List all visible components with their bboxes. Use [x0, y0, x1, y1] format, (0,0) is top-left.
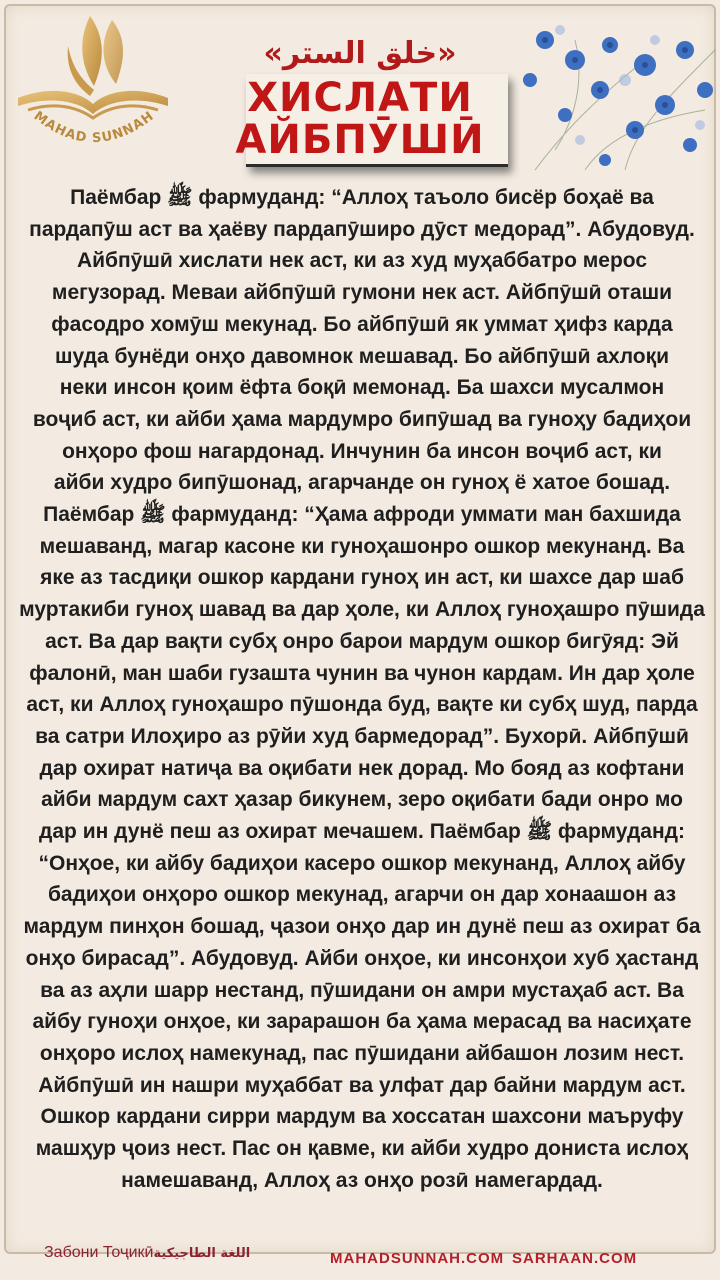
logo-text: MAHAD SUNNAH — [30, 108, 158, 147]
body-line: мешаванд, магар касоне ки гуноҳашонро ошкор мекунанд. Ва — [39, 534, 685, 558]
svg-text:MAHAD SUNNAH — [31, 109, 157, 147]
body-line: мегузорад. Меваи айбпӯшӣ гумони нек аст. Айбпӯшӣ оташи — [51, 281, 673, 305]
arabic-title: «خلق الستر» — [263, 36, 457, 71]
body-line: мардум пинҳон бошад, ҷазои онҳо дар ин дунё пеш аз охират ба — [23, 915, 701, 939]
body-line: бадиҳои онҳоро ошкор мекунад, агарчи он дар хонаашон аз — [47, 883, 677, 907]
footer-language — [44, 1244, 250, 1262]
body-text — [12, 182, 712, 1197]
body-line: ва аз аҳли шарр нестанд, пӯшидани он амри мустаҳаб аст. Ва — [40, 978, 684, 1002]
body-line: “Онҳое, ки айбу бадиҳои касеро ошкор мекунанд, Аллоҳ айбу — [38, 851, 686, 875]
body-line: айбу гуноҳи онҳое, ки зарарашон ба ҳама мерасад ва насиҳате — [32, 1010, 692, 1034]
body-line: муртакиби гуноҳ шавад ва дар ҳоле, ки Аллоҳ гуноҳашро пӯшида — [19, 598, 705, 622]
body-line: аст. Ва дар вақти субҳ онро барои мардум ошкор бигӯяд: Эй — [45, 629, 679, 653]
body-line: онҳоро ислоҳ намекунад, пас пӯшидани айбашон лозим нест. — [39, 1041, 685, 1065]
body-line: неки инсон қоим ёфта боқӣ мемонад. Ба шахси мусалмон — [59, 376, 665, 400]
body-line: онҳоро фош нагардонад. Инчунин ба инсон воҷиб аст, ки — [62, 439, 662, 463]
body-line: Паёмбар ﷺ фармуданд: “Ҳама афроди уммати ман бахшида — [43, 503, 681, 527]
body-line: дар ин дунё пеш аз охират мечашем. Паёмбар ﷺ фармуданд: — [39, 820, 685, 844]
site-link-mahadsunnah: MAHADSUNNAH.COM — [330, 1250, 505, 1267]
body-line: айби мардум сахт ҳазар бикунем, зеро оқибати бади онро мо — [41, 788, 683, 812]
body-line: ва сатри Илоҳиро аз рӯйи худ бармедорад”. Бухорӣ. Айбпӯшӣ — [35, 724, 689, 748]
body-line: шуда бунёди онҳо давомнок мешавад. Бо айбпӯшӣ ахлоқи — [54, 344, 670, 368]
page-title-line-2: АЙБПӮШӢ — [235, 117, 485, 163]
book-quill-logo-icon — [8, 6, 178, 156]
body-line: аст, ки Аллоҳ гуноҳашро пӯшонда буд, вақте ки субҳ шуд, парда — [26, 693, 698, 717]
body-line: воҷиб аст, ки айби ҳама мардумро бипӯшад ва гуноҳу бадиҳои — [32, 407, 692, 431]
body-line: айби худро бипӯшонад, агарчанде он гуноҳ ё хатое бошад. — [53, 471, 671, 495]
body-line: Ошкор кардани сирри мардум ва хоссатан шахсони маъруфу — [40, 1105, 684, 1129]
body-line: дар охират натиҷа ва оқибати нек дорад. Мо бояд аз кофтани — [39, 756, 685, 780]
body-line: онҳо бирасад”. Абудовуд. Айби онҳое, ки инсонҳои хуб ҳастанд — [25, 946, 699, 970]
site-link-sarhaan: SARHAAN.COM — [512, 1250, 638, 1267]
body-line: пардапӯш аст ва ҳаёву пардапӯширо дӯст медорад”. Абудовуд. — [29, 217, 695, 241]
body-line: Айбпӯшӣ хислати нек аст, ки аз худ муҳаббатро мерос — [76, 249, 648, 273]
body-line: яке аз тасдиқи ошкор кардани гуноҳ ин аст, ки шахсе дар шаб — [40, 566, 684, 590]
language-label-arabic: اللغة الطاجيكية — [153, 1246, 251, 1261]
body-line: фалонӣ, ман шаби гузашта чунин ва чунон кардам. Ин дар ҳоле — [29, 661, 695, 685]
body-line: намешаванд, Аллоҳ аз онҳо розӣ намегардад. — [121, 1168, 603, 1192]
page-title-line-1: ХИСЛАТИ — [247, 75, 473, 121]
body-line: Айбпӯшӣ ин нашри муҳаббат ва улфат дар байни мардум аст. — [38, 1073, 686, 1097]
body-line: машҳур ҷоиз нест. Пас он қавме, ки айби худро дониста ислоҳ — [35, 1137, 689, 1161]
body-line: фасодро хомӯш мекунад. Бо айбпӯшӣ як уммат ҳифз карда — [51, 312, 673, 336]
language-label: Забони Тоҷикӣ — [44, 1244, 154, 1261]
body-line: Паёмбар ﷺ фармуданд: “Аллоҳ таъоло бисёр боҳаё ва — [70, 186, 654, 209]
